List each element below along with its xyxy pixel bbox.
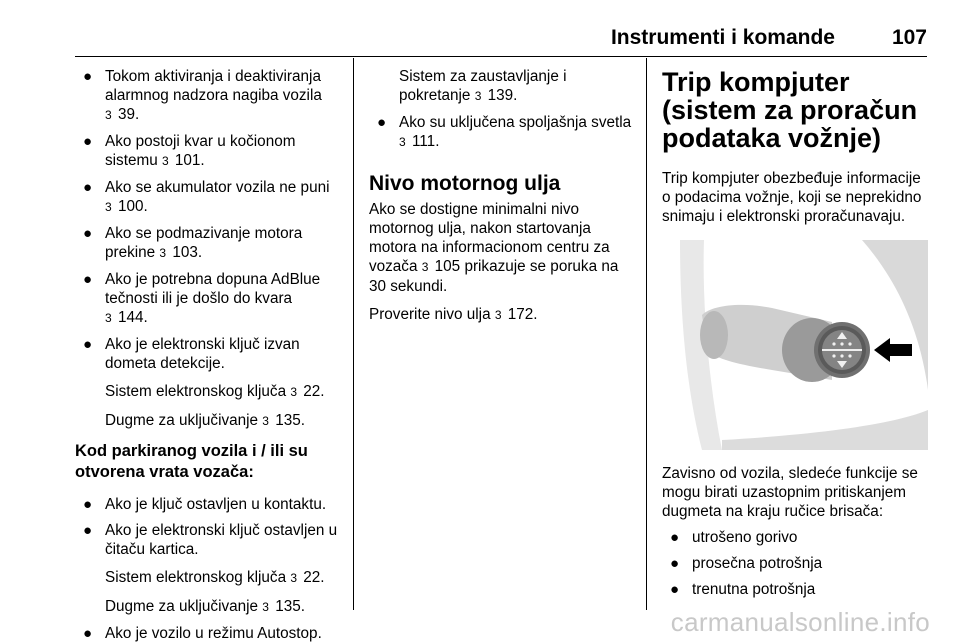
bullet-item: ● Ako je vozilo u režimu Autostop.	[83, 625, 322, 642]
ref-arrow-icon: 3	[159, 246, 167, 260]
ref-arrow-icon: 3	[105, 200, 112, 214]
wiper-lever-figure	[662, 240, 928, 450]
column-divider-2	[646, 58, 647, 610]
bullet-icon: ●	[670, 581, 680, 598]
bullet-icon: ●	[377, 114, 387, 131]
bullet-icon: ●	[83, 625, 93, 642]
bullet-item: ● prosečna potrošnja	[670, 555, 823, 572]
bullet-icon: ●	[83, 271, 93, 288]
paragraph: Ako se dostigne minimalni nivo motornog ulja, nakon startovanja motora na informacionom centru za vozača 3 105 prikazuje se poruka na 30 sekundi.	[369, 201, 619, 295]
bullet-item: ● Ako je ključ ostavljen u kontaktu.	[83, 496, 327, 513]
header-rule	[75, 56, 927, 57]
bullet-item: ● trenutna potrošnja	[670, 581, 816, 598]
bullet-icon: ●	[83, 179, 93, 196]
ref-arrow-icon: 3	[494, 308, 502, 322]
bullet-item: ● Ako je elektronski ključ ostavljen u čitaču kartica.	[83, 522, 338, 558]
column-divider-1	[353, 58, 354, 610]
bullet-item: ● Ako se akumulator vozila ne puni 3 100.	[83, 179, 330, 215]
page-ref[interactable]: 111.	[411, 133, 440, 150]
bullet-icon: ●	[670, 529, 680, 546]
page-ref[interactable]: 135.	[275, 412, 306, 429]
bullet-item: ● Tokom aktiviranja i deaktiviranja alarmnog nadzora nagiba vozila 3 39.	[83, 68, 322, 123]
sub-paragraph: Sistem elektronskog ključa 3 22.	[105, 569, 325, 586]
page-header	[75, 26, 927, 54]
page-ref[interactable]: 39.	[117, 106, 140, 123]
page-number: 107	[891, 26, 927, 49]
ref-arrow-icon: 3	[105, 108, 112, 122]
paragraph: Proverite nivo ulja 3 172.	[369, 306, 538, 323]
bullet-item: ● Ako je elektronski ključ izvan dometa detekcije.	[83, 336, 300, 372]
section-heading: Trip kompjuter (sistem za proračun podataka vožnje)	[662, 67, 918, 153]
bullet-icon: ●	[83, 68, 93, 85]
bullet-icon: ●	[83, 496, 93, 513]
bullet-item: ● Ako je potrebna dopuna AdBlue tečnosti ili je došlo do kvara 3 144.	[83, 271, 321, 326]
bullet-icon: ●	[83, 133, 93, 150]
ref-arrow-icon: 3	[105, 311, 112, 325]
page-ref[interactable]: 139.	[487, 87, 518, 104]
sub-paragraph: Dugme za uključivanje 3 135.	[105, 598, 306, 615]
page-ref[interactable]: 144.	[117, 309, 148, 326]
page-ref[interactable]: 22.	[303, 383, 325, 400]
ref-arrow-icon: 3	[262, 600, 269, 614]
page-ref[interactable]: 22.	[303, 569, 325, 586]
page-ref[interactable]: 135.	[275, 598, 306, 615]
watermark: carmanualsonline.info	[670, 607, 930, 637]
ref-arrow-icon: 3	[290, 385, 298, 399]
page-ref[interactable]: 105	[434, 258, 461, 275]
column-2	[369, 60, 633, 325]
column-1	[75, 60, 351, 643]
bullet-icon: ●	[83, 522, 93, 539]
bullet-item: ● utrošeno gorivo	[670, 529, 798, 546]
ref-arrow-icon: 3	[161, 154, 169, 168]
bullet-item: ● Ako su uključena spoljašnja svetla 3 111.	[377, 114, 632, 150]
continued-paragraph: Sistem za zaustavljanje i pokretanje 3 139.	[399, 68, 567, 104]
page-ref[interactable]: 101.	[174, 152, 205, 169]
ref-arrow-icon: 3	[262, 414, 269, 428]
page-ref[interactable]: 103.	[172, 244, 203, 261]
page-ref[interactable]: 172.	[507, 306, 538, 323]
ref-arrow-icon: 3	[399, 135, 406, 149]
paragraph: Zavisno od vozila, sledeće funkcije se mogu birati uzastopnim pritiskanjem dugmeta na kraju ručice brisača:	[662, 465, 918, 520]
sub-paragraph: Dugme za uključivanje 3 135.	[105, 412, 306, 429]
sub-paragraph: Sistem elektronskog ključa 3 22.	[105, 383, 325, 400]
ref-arrow-icon: 3	[474, 89, 482, 103]
page-title: Instrumenti i komande	[610, 26, 835, 49]
bullet-icon: ●	[83, 336, 93, 353]
column-3	[662, 60, 928, 599]
wiper-lever-button-illustration	[662, 240, 928, 450]
bullet-item: ● Ako se podmazivanje motora prekine 3 103.	[83, 225, 303, 261]
bullet-item: ● Ako postoji kvar u kočionom sistemu 3 101.	[83, 133, 296, 169]
section-heading: Nivo motornog ulja	[369, 172, 561, 195]
section-heading: Kod parkiranog vozila i / ili su otvorena vrata vozača:	[75, 442, 308, 481]
page-ref[interactable]: 100.	[117, 198, 148, 215]
ref-arrow-icon: 3	[290, 571, 298, 585]
ref-arrow-icon: 3	[421, 260, 429, 274]
bullet-icon: ●	[83, 225, 93, 242]
bullet-icon: ●	[670, 555, 680, 572]
intro-paragraph: Trip kompjuter obezbeđuje informacije o podacima vožnje, koji se neprekidno snimaju i elektronski proračunavaju.	[662, 170, 922, 225]
